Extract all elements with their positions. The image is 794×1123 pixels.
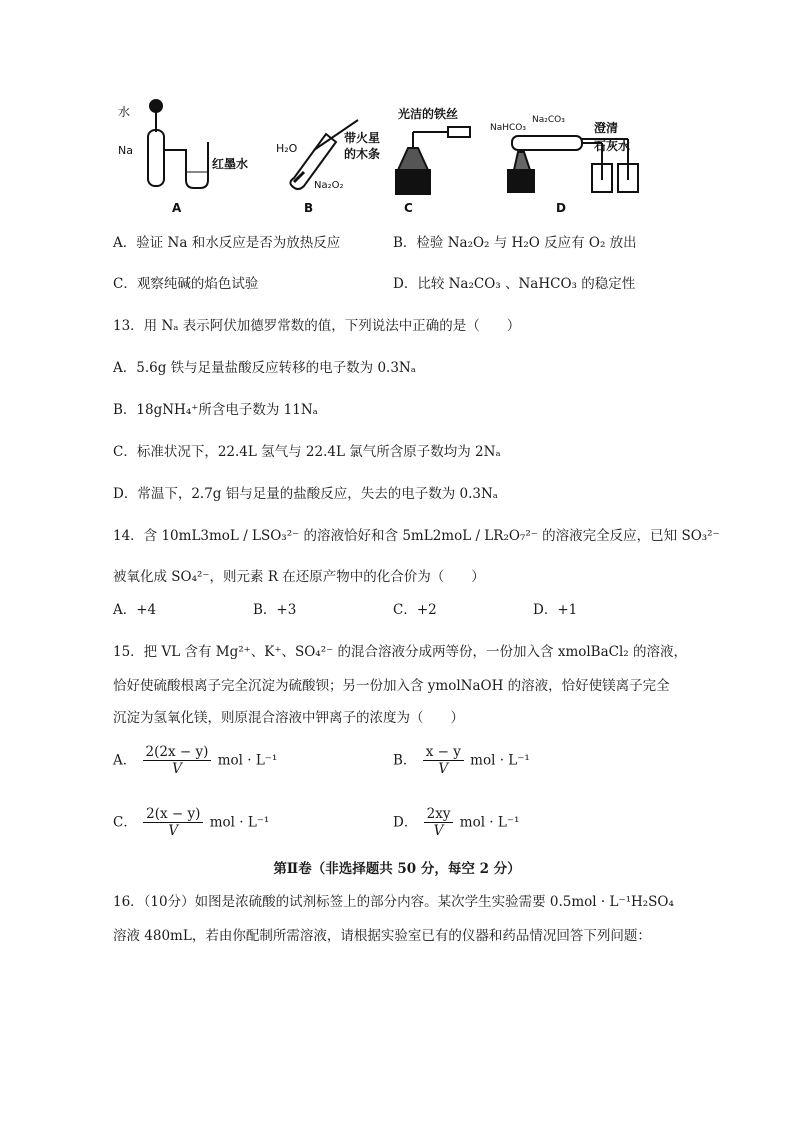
fig-label-b: B [304, 201, 314, 215]
u-tube-a [164, 142, 208, 188]
q15-option-d-denominator: V [433, 823, 444, 839]
wire-handle-c [448, 127, 470, 137]
q12-option-c: C．观察纯碱的焰色试验 [113, 276, 259, 292]
q15-option-a-label: A． [113, 752, 137, 769]
fig-label-d: D [556, 201, 566, 215]
fig-b-h2o: H₂O [276, 142, 298, 155]
q13-stem: 13．用 Nₐ 表示阿伏加德罗常数的值，下列说法中正确的是（ ） [113, 318, 521, 334]
fig-b-splint-2: 的木条 [344, 147, 381, 161]
q15-option-a [113, 744, 277, 777]
q15-option-a-fraction [143, 744, 212, 777]
q14-option-d: D．+1 [533, 602, 578, 618]
fig-d-na2co3: Na₂CO₃ [532, 115, 565, 125]
q15-option-c-unit: mol · L⁻¹ [209, 814, 270, 831]
fig-label-c: C [404, 201, 413, 215]
q15-option-d-label: D． [393, 814, 418, 831]
alcohol-lamp-base-c [396, 170, 430, 194]
q15-option-b-numerator: x − y [423, 744, 464, 761]
fig-a-na: Na [118, 144, 133, 157]
q15-option-c [113, 806, 269, 839]
q15-option-b-label: B． [393, 752, 417, 769]
q16-line-1: 16．（10分）如图是浓硫酸的试剂标签上的部分内容。某次学生实验需要 0.5mol · L⁻¹H₂SO₄ [113, 894, 674, 910]
fig-d-lime-2: 石灰水 [594, 139, 631, 153]
q15-option-d [393, 806, 519, 839]
q15-stem-line-2: 恰好使硫酸根离子完全沉淀为硫酸钡；另一份加入含 ymolNaOH 的溶液，恰好使镁离子完全 [113, 678, 670, 694]
fig-b-splint-1: 带火星 [344, 131, 381, 145]
q12-option-d: D．比较 Na₂CO₃ 、NaHCO₃ 的稳定性 [393, 276, 636, 292]
q14-stem-line-1: 14．含 10mL3moL / LSO₃²⁻ 的溶液恰好和含 5mL2moL / LR₂O₇²⁻ 的溶液完全反应，已知 SO₃²⁻ [113, 528, 720, 544]
q12-option-b: B．检验 Na₂O₂ 与 H₂O 反应有 O₂ 放出 [393, 235, 637, 251]
q14-option-a: A．+4 [113, 602, 157, 618]
fig-label-a: A [172, 201, 182, 215]
fig-d-nahco3: NaHCO₃ [490, 123, 526, 133]
fig-a-red-ink: 红墨水 [212, 157, 249, 171]
q15-option-b [393, 744, 530, 777]
fig-c-wire: 光洁的铁丝 [398, 107, 459, 121]
fig-b-na2o2: Na₂O₂ [314, 180, 344, 191]
q12-option-a: A．验证 Na 和水反应是否为放热反应 [113, 235, 341, 251]
apparatus-c [396, 127, 470, 194]
alcohol-lamp-d [508, 170, 534, 192]
q15-option-a-numerator: 2(2x − y) [143, 744, 212, 761]
q15-option-a-denominator: V [172, 761, 182, 777]
q15-option-b-denominator: V [438, 761, 449, 777]
section-2-title: 第Ⅱ卷（非选择题共 50 分，每空 2 分） [273, 861, 521, 877]
q15-option-a-unit: mol · L⁻¹ [217, 752, 278, 769]
q15-option-c-denominator: V [168, 823, 179, 839]
q15-option-b-unit: mol · L⁻¹ [470, 752, 530, 769]
alcohol-lamp-flame-c [398, 148, 428, 170]
q14-option-c: C．+2 [393, 602, 437, 618]
q15-option-d-numerator: 2xy [424, 806, 454, 823]
q13-option-d: D．常温下，2.7g 铝与足量的盐酸反应，失去的电子数为 0.3Nₐ [113, 486, 499, 502]
q15-option-d-fraction [424, 806, 454, 839]
apparatus-a [148, 100, 208, 188]
test-tube-a [148, 130, 164, 186]
q15-stem-line-3: 沉淀为氢氧化镁，则原混合溶液中钾离子的浓度为（ ） [113, 710, 464, 726]
q15-option-b-fraction [423, 744, 464, 777]
apparatus-diagram [108, 92, 668, 220]
q16-line-2: 溶液 480mL，若由你配制所需溶液，请根据实验室已有的仪器和药品情况回答下列问题： [113, 928, 651, 944]
q13-option-a: A．5.6g 铁与足量盐酸反应转移的电子数为 0.3Nₐ [113, 360, 416, 376]
q13-option-c: C．标准状况下，22.4L 氢气与 22.4L 氯气所含原子数均为 2Nₐ [113, 444, 501, 460]
q15-option-c-label: C． [113, 814, 137, 831]
q15-option-c-numerator: 2(x − y) [143, 806, 203, 823]
dropper-bulb-a [150, 100, 162, 112]
fig-a-water: 水 [118, 105, 131, 119]
q13-option-b: B．18gNH₄⁺所含电子数为 11Nₐ [113, 402, 318, 418]
q15-option-c-fraction [143, 806, 203, 839]
q14-stem-line-2: 被氧化成 SO₄²⁻，则元素 R 在还原产物中的化合价为（ ） [113, 569, 485, 585]
fig-d-lime-1: 澄清 [594, 121, 619, 135]
q15-option-d-unit: mol · L⁻¹ [459, 814, 520, 831]
outer-tube-d [512, 136, 582, 150]
q14-option-b: B．+3 [253, 602, 297, 618]
q15-stem-line-1: 15．把 VL 含有 Mg²⁺、K⁺、SO₄²⁻ 的混合溶液分成两等份，一份加入含 xmolBaCl₂ 的溶液， [113, 644, 688, 660]
apparatus-figure [108, 92, 668, 220]
